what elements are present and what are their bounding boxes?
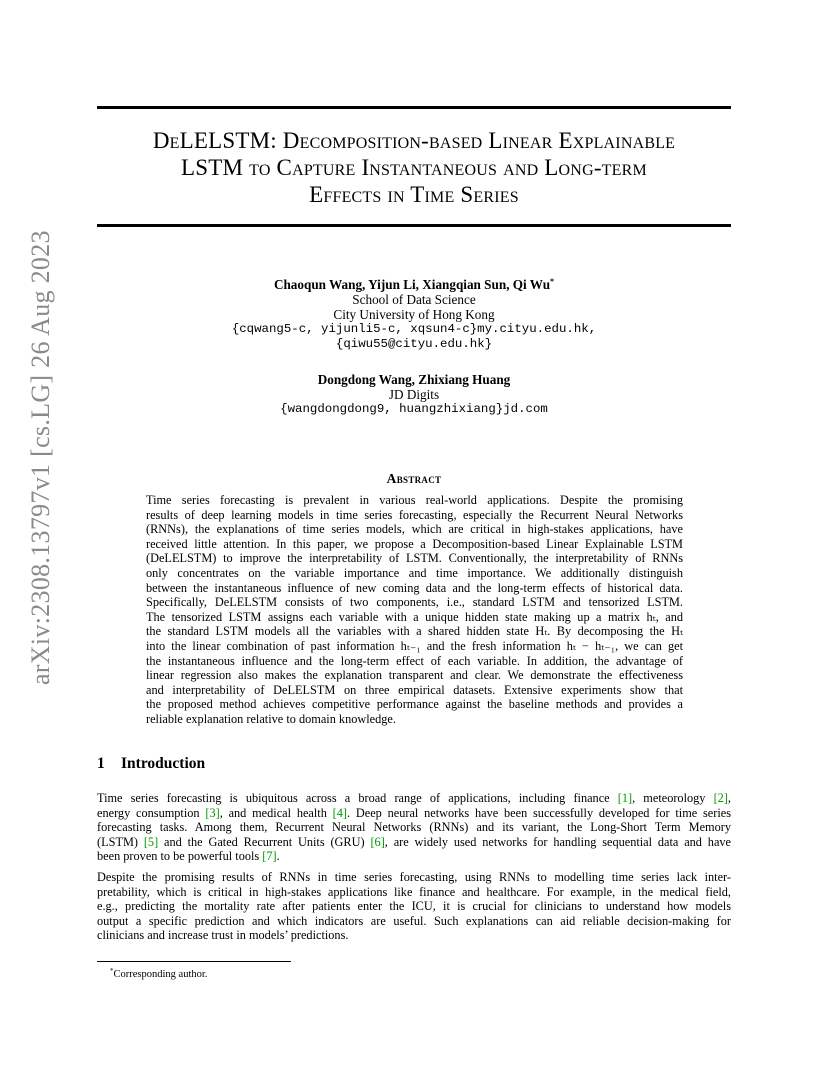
- author-names-text: Chaoqun Wang, Yijun Li, Xiangqian Sun, Qi Wu: [273, 277, 551, 292]
- abstract-line: and interpretability of DeLELSTM on three empirical datasets. Extensive experiments show that: [146, 682, 683, 697]
- author-names: [97, 274, 731, 292]
- paragraph-line: pretability, which is critical in high-stakes applications like finance and healthcare. For example, in the medical field,: [97, 884, 731, 899]
- author-names: Dongdong Wang, Zhixiang Huang: [317, 372, 511, 387]
- section-title: Introduction: [121, 755, 206, 772]
- abstract-body: [146, 493, 683, 727]
- abstract-line: into the linear combination of past information hₜ₋₁ and the fresh information hₜ − hₜ₋₁, we can get: [146, 638, 683, 653]
- abstract-line: results of deep learning models in time series forecasting, especially the Recurrent Neural Networks: [146, 507, 683, 522]
- abstract-line: The tensorized LSTM assigns each variable with a unique hidden state making up a matrix hₜ, and: [146, 609, 683, 624]
- abstract-line: only concentrates on the variable importance and time importance. We additionally distinguish: [146, 565, 683, 580]
- footnote-rule: [97, 961, 291, 962]
- footnote-mark: *: [110, 967, 114, 975]
- citation-link[interactable]: [6]: [370, 834, 385, 849]
- email-list: {wangdongdong9, huangzhixiang}jd.com: [280, 402, 548, 416]
- abstract-line: (RNNs), the explanations of time series models, which are critical in high-stakes applications, have: [146, 522, 683, 537]
- corresponding-mark: *: [550, 277, 555, 286]
- footnote-text: Corresponding author.: [113, 969, 208, 980]
- paragraph-line: output a specific prediction and which indicators are useful. Such explanations can aid reliable decision-making for: [97, 913, 731, 928]
- paragraph-line: clinicians and increase trust in models’ predictions.: [97, 928, 349, 943]
- citation-link[interactable]: [4]: [332, 805, 348, 820]
- paper-title: [97, 127, 731, 208]
- title-line: DeLELSTM: Decomposition-based Linear Explainable: [152, 128, 676, 153]
- section-heading: [97, 755, 205, 773]
- title-line: Effects in Time Series: [309, 182, 519, 207]
- abstract-line: reliable explanation relative to domain knowledge.: [146, 711, 396, 726]
- organization-name: JD Digits: [388, 387, 440, 402]
- title-line: LSTM to Capture Instantaneous and Long-term: [181, 155, 647, 180]
- citation-link[interactable]: [7]: [262, 849, 277, 864]
- paragraph-line: forecasting tasks. Among them, Recurrent Neural Networks (RNNs) and its variant, the Long-Short Term Memory: [97, 820, 731, 835]
- citation-link[interactable]: [1]: [617, 791, 633, 805]
- paragraph-line: energy consumption [3], and medical health [4]. Deep neural networks have been successfully developed for time series: [97, 805, 732, 820]
- school-name: School of Data Science: [352, 292, 476, 307]
- email-list: {cqwang5-c, yijunli5-c, xqsun4-c}my.cityu.edu.hk,: [231, 322, 597, 336]
- intro-paragraph-1: [97, 791, 731, 864]
- citation-link[interactable]: [3]: [205, 805, 220, 820]
- university-name: City University of Hong Kong: [333, 307, 495, 322]
- paragraph-line: been proven to be powerful tools [7].: [97, 849, 280, 864]
- paragraph-line: (LSTM) [5] and the Gated Recurrent Units (GRU) [6], are widely used networks for handling sequential data and have: [97, 834, 732, 849]
- abstract-line: the instantaneous influence and the long-term effect of each variable. In addition, the advantage of: [146, 653, 683, 668]
- intro-paragraph-2: [97, 870, 731, 943]
- abstract-line: between the instantaneous influence of new coming data and the long-term effects of historical data.: [146, 580, 683, 595]
- abstract-heading: Abstract: [386, 471, 442, 486]
- title-bottom-rule: [97, 224, 731, 227]
- author-group-cityu: [97, 274, 731, 352]
- footnote: [110, 965, 207, 981]
- citation-link[interactable]: [5]: [143, 834, 159, 849]
- author-group-jd: [97, 372, 731, 417]
- section-number: 1: [97, 755, 105, 772]
- abstract-line: the standard LSTM models all the variables with a shared hidden state Hₜ. By decomposing the Hₜ: [146, 624, 683, 639]
- abstract-line: received little attention. In this paper, we propose a Decomposition-based Linear Explainable LSTM: [146, 536, 683, 551]
- paragraph-line: Time series forecasting is ubiquitous across a broad range of applications, including finance [1], meteorology [2],: [97, 791, 731, 805]
- abstract-line: Time series forecasting is prevalent in various real-world applications. Despite the promising: [146, 493, 683, 507]
- paragraph-line: Despite the promising results of RNNs in time series forecasting, using RNNs to modelling time series lack inter-: [97, 870, 731, 884]
- abstract-line: Specifically, DeLELSTM consists of two components, i.e., standard LSTM and tensorized LSTM.: [146, 595, 683, 610]
- citation-link[interactable]: [2]: [713, 791, 728, 805]
- abstract-line: (DeLELSTM) to improve the interpretability of LSTM. Conventionally, the interpretability of RNNs: [146, 551, 683, 566]
- arxiv-identifier-stamp: arXiv:2308.13797v1 [cs.LG] 26 Aug 2023: [26, 230, 55, 685]
- abstract-line: the proposed method achieves competitive performance against the baseline methods and provides a: [146, 697, 683, 712]
- abstract-line: linear regression also makes the explanation transparent and clear. We demonstrate the effectiveness: [146, 668, 683, 683]
- paragraph-line: e.g., predicting the mortality rate after patients enter the ICU, it is crucial for clinicians to understand how models: [97, 899, 731, 914]
- email-list: {qiwu55@cityu.edu.hk}: [335, 337, 493, 351]
- title-top-rule: [97, 106, 731, 109]
